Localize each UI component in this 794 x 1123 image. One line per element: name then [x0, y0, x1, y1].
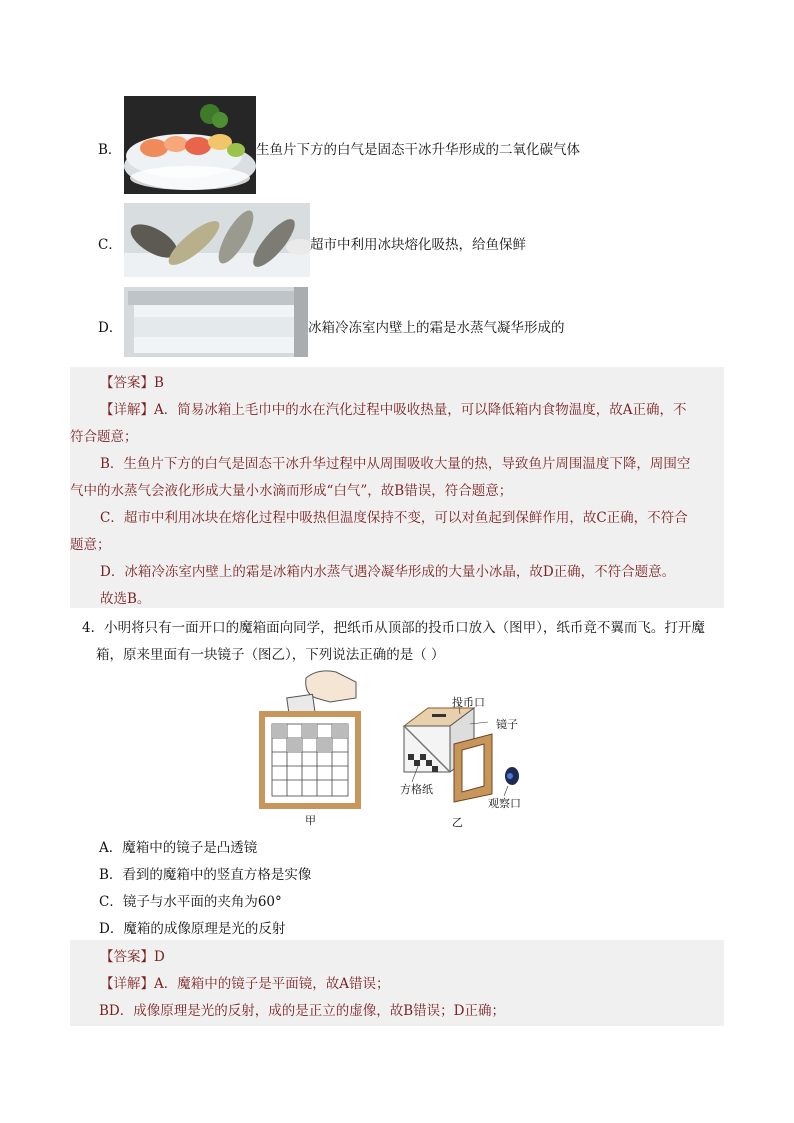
label-grid-paper: 方格纸	[400, 783, 433, 796]
fish-on-ice-photo	[124, 203, 310, 277]
label-coin-slot: 投币口	[452, 696, 485, 709]
q4-option-b: B．看到的魔箱中的竖直方格是实像	[99, 867, 312, 883]
explain-line: 气中的水蒸气会液化形成大量小水滴而形成“白气”，故B错误，符合题意；	[70, 483, 513, 499]
explain-line: 题意；	[70, 537, 111, 553]
answer-explanation-1	[70, 367, 724, 608]
option-d-text: 冰箱冷冻室内壁上的霜是水蒸气凝华形成的	[308, 320, 565, 336]
answer-label-2: 【答案】D	[100, 949, 165, 965]
freezer-frost-photo	[124, 287, 308, 357]
answer-explanation-2	[70, 940, 724, 1026]
q4-option-d: D．魔箱的成像原理是光的反射	[99, 921, 286, 937]
explain-line: 【详解】A．简易冰箱上毛巾中的水在汽化过程中吸收热量，可以降低箱内食物温度，故A正确，不	[100, 402, 687, 418]
explain-line: BD．成像原理是光的反射，成的是正立的虚像，故B错误；D正确；	[99, 1003, 505, 1019]
figure-yi-caption: 乙	[452, 816, 463, 829]
answer-label-1: 【答案】B	[100, 375, 164, 391]
option-c-letter: C．	[98, 237, 122, 253]
explain-line: D．冰箱冷冻室内壁上的霜是冰箱内水蒸气遇冷凝华形成的大量小冰晶，故D正确，不符合题意。	[100, 564, 676, 580]
q4-option-c: C．镜子与水平面的夹角为60°	[99, 894, 282, 910]
label-mirror: 镜子	[496, 718, 518, 731]
sashimi-dry-ice-photo	[124, 96, 256, 194]
question-4-line-1: 4．小明将只有一面开口的魔箱面向同学，把纸币从顶部的投币口放入（图甲），纸币竟不翼而飞。打开魔	[82, 620, 705, 636]
explain-line: B．生鱼片下方的白气是固态干冰升华过程中从周围吸收大量的热，导致鱼片周围温度下降，周围空	[100, 456, 691, 472]
explain-line: 【详解】A．魔箱中的镜子是平面镜，故A错误；	[100, 976, 390, 992]
option-d-letter: D．	[98, 320, 123, 336]
figure-jia-caption: 甲	[305, 814, 316, 827]
label-viewport: 观察口	[488, 797, 521, 810]
option-b-text: 生鱼片下方的白气是固态干冰升华形成的二氧化碳气体	[256, 142, 580, 158]
option-b-letter: B．	[98, 142, 122, 158]
figure-jia-magic-box	[258, 668, 364, 814]
option-c-text: 超市中利用冰块熔化吸热，给鱼保鲜	[310, 237, 526, 253]
question-4-line-2: 箱，原来里面有一块镜子（图乙），下列说法正确的是（ ）	[96, 647, 445, 663]
explain-line: C．超市中利用冰块在熔化过程中吸热但温度保持不变，可以对鱼起到保鲜作用，故C正确，不符合	[100, 510, 688, 526]
q4-option-a: A．魔箱中的镜子是凸透镜	[99, 840, 258, 856]
explain-line: 符合题意；	[70, 429, 138, 445]
explain-line: 故选B。	[100, 591, 151, 607]
